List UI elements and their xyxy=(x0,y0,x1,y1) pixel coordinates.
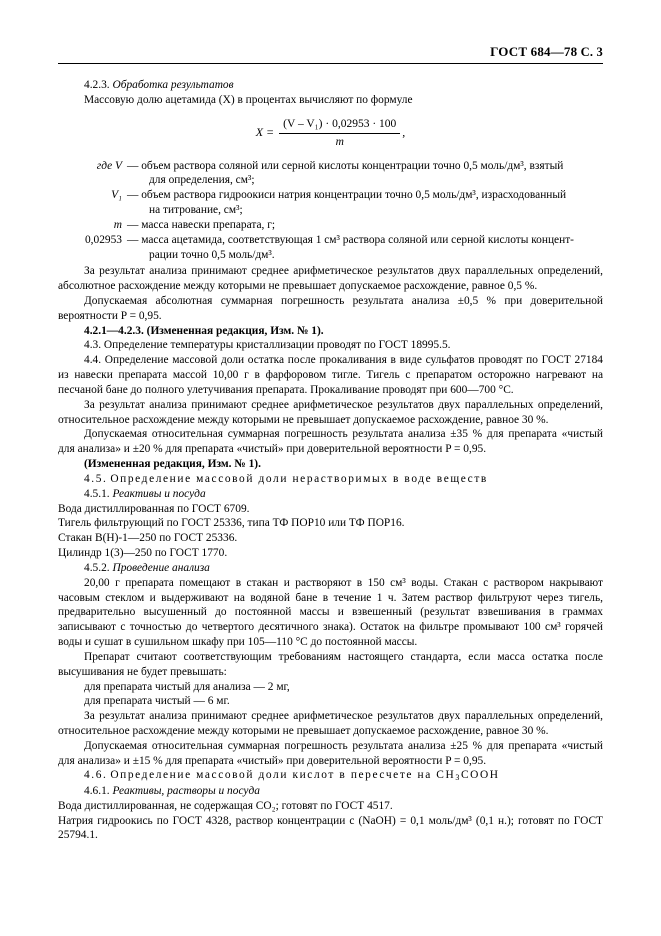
section-4-5-2-heading xyxy=(58,561,603,576)
reagent-line-crucible: Тигель фильтрующий по ГОСТ 25336, типа ТФ ПОР10 или ТФ ПОР16. xyxy=(58,517,405,530)
section-4-2-3-number: 4.2.3. xyxy=(84,79,110,91)
page-number: С. 3 xyxy=(580,45,603,59)
definition-row xyxy=(58,188,603,218)
section-4-2-3-heading xyxy=(58,78,603,93)
definition-desc xyxy=(127,188,603,218)
paragraph-4-5-2-error: Допускаемая относительная суммарная погрешность результата анализа ±25 % для препарата «чистый для анализа» и ±15 % для препарата «чистый» при доверительной вероятности P = 0,95. xyxy=(58,739,603,767)
section-4-5-2-title: Проведение анализа xyxy=(112,561,210,574)
paragraph-abs-error: Допускаемая абсолютная суммарная погрешность результата анализа ±0,5 % при доверительной вероятности P = 0,95. xyxy=(58,294,603,322)
section-4-6-number: 4.6. xyxy=(84,769,108,782)
standard-number: ГОСТ 684—78 xyxy=(490,44,578,59)
formula-denominator: m xyxy=(335,135,344,148)
reagent-line-naoh: Натрия гидроокись по ГОСТ 4328, раствор концентрации c (NaOH) = 0,1 моль/дм³ (0,1 н.); готовят по ГОСТ 25794.1. xyxy=(58,814,603,842)
definition-desc-cont: рации точно 0,5 моль/дм³. xyxy=(149,248,275,261)
section-4-5-number: 4.5. xyxy=(84,472,108,485)
paragraph-4-4-error: Допускаемая относительная суммарная погрешность результата анализа ±35 % для препарата «чистый для анализа» и ±20 % для препарата «чистый» при доверительной вероятности P = 0,95. xyxy=(58,428,603,456)
definition-desc-cont: для определения, см³; xyxy=(149,174,255,187)
formula-acetamide xyxy=(58,117,603,150)
formula-comma: , xyxy=(402,124,406,139)
formula-lhs: X = xyxy=(255,124,275,139)
definition-row xyxy=(58,233,603,263)
reagent-line-water-co2: Вода дистиллированная, не содержащая CO₂; готовят по ГОСТ 4517. xyxy=(58,799,393,812)
formula-numerator: (V – V₁) · 0,02953 · 100 xyxy=(279,117,400,134)
section-4-6-1-title: Реактивы, растворы и посуда xyxy=(112,784,260,797)
definition-desc-text: — объем раствора гидроокиси натрия концентрации точно 0,5 моль/дм³, израсходованный xyxy=(127,189,567,202)
section-4-2-3-lead xyxy=(58,93,603,108)
definition-desc xyxy=(127,233,603,263)
paragraph-result-average: За результат анализа принимают среднее арифметическое результатов двух параллельных определений, абсолютное расхождение между которыми не превышает допускаемое расхождение, равное 0,5 %. xyxy=(58,265,603,293)
document-body xyxy=(58,78,603,843)
section-4-6-title-sub: 3 xyxy=(455,773,461,783)
criteria-item-pure-grade: для препарата чистый — 6 мг. xyxy=(84,695,230,708)
paragraph-4-5-2-procedure: 20,00 г препарата помещают в стакан и растворяют в 150 см³ воды. Стакан с раствором накрывают часовым стеклом и выдерживают на водяной бане в течение 1 ч. Затем раствор фильтруют через тигель, предварительно высушенный до постоянной массы и взвешенный (результат взвешивания в граммах записывают с точностью до четвертого десятичного знака). Остаток на фильтре промывают 100 см³ горячей воды и сушат в сушильном шкафу при 105—110 °С до постоянной массы. xyxy=(58,576,603,649)
paragraph-4-3: 4.3. Определение температуры кристаллизации проводят по ГОСТ 18995.5. xyxy=(84,339,451,352)
paragraph-4-2-1-revision: 4.2.1—4.2.3. (Измененная редакция, Изм. № 1). xyxy=(84,324,324,337)
page-header xyxy=(58,44,603,63)
definition-desc xyxy=(127,218,603,233)
section-4-6-1-heading xyxy=(58,784,603,799)
reagent-line-beaker: Стакан В(Н)-1—250 по ГОСТ 25336. xyxy=(58,532,238,545)
paragraph-4-4-average: За результат анализа принимают среднее арифметическое результатов двух параллельных определений, относительное расхождение между которыми не превышает допускаемое расхождение, равное 30 %. xyxy=(58,398,603,426)
definition-term: где V xyxy=(96,159,122,172)
definition-term: 0,02953 xyxy=(84,233,122,246)
header-divider xyxy=(58,63,603,64)
lead-text: Массовую долю ацетамида (X) в процентах вычисляют по формуле xyxy=(84,93,413,106)
section-4-2-3-title: Обработка результатов xyxy=(112,79,234,91)
section-4-5-heading xyxy=(58,472,603,487)
formula-fraction xyxy=(279,117,400,150)
reagent-line-water: Вода дистиллированная по ГОСТ 6709. xyxy=(58,502,250,515)
section-4-6-title-b: COOH xyxy=(460,769,500,782)
formula-definitions xyxy=(58,159,603,263)
definition-row xyxy=(58,218,603,233)
definition-desc-text: — масса ацетамида, соответствующая 1 см³ раствора соляной или серной кислоты концент- xyxy=(127,233,574,246)
definition-desc-text: — масса навески препарата, г; xyxy=(127,218,276,231)
reagent-line-cylinder: Цилиндр 1(3)—250 по ГОСТ 1770. xyxy=(58,547,228,560)
definition-term: m xyxy=(113,218,122,231)
section-4-6-title-a: Определение массовой доли кислот в пересчете на CH xyxy=(110,769,456,782)
section-4-5-title: Определение массовой доли нерастворимых в воде веществ xyxy=(110,472,488,485)
section-4-6-1-number: 4.6.1. xyxy=(84,784,110,797)
criteria-item-analysis-grade: для препарата чистый для анализа — 2 мг, xyxy=(84,680,290,693)
section-4-5-1-number: 4.5.1. xyxy=(84,487,110,500)
paragraph-4-5-2-criteria: Препарат считают соответствующим требованиям настоящего стандарта, если масса остатка после высушивания не будет превышать: xyxy=(58,650,603,678)
paragraph-4-4: 4.4. Определение массовой доли остатка после прокаливания в виде сульфатов проводят по ГОСТ 27184 из навески препарата массой 10,00 г в фарфоровом тигле. Тигель с препаратом осторожно нагревают на песчаной бане до полного улетучивания препарата. Прокаливание проводят при 600—700 °С. xyxy=(58,354,603,396)
section-4-5-2-number: 4.5.2. xyxy=(84,561,110,574)
definition-desc-cont: на титрование, см³; xyxy=(149,204,243,217)
paragraph-4-4-revision: (Измененная редакция, Изм. № 1). xyxy=(84,458,261,471)
definition-desc-text: — объем раствора соляной или серной кислоты концентрации точно 0,5 моль/дм³, взятый xyxy=(127,159,564,172)
paragraph-4-5-2-average: За результат анализа принимают среднее арифметическое результатов двух параллельных определений, относительное расхождение между которыми не превышает допускаемое расхождение, равное 30 %. xyxy=(58,710,603,737)
section-4-5-1-title: Реактивы и посуда xyxy=(112,487,206,500)
definition-term: V₁ xyxy=(111,189,122,202)
section-4-5-1-heading xyxy=(58,487,603,502)
section-4-6-heading xyxy=(58,768,603,783)
section-4-6-title xyxy=(110,769,499,781)
definition-desc xyxy=(127,159,603,189)
definition-row xyxy=(58,159,603,189)
